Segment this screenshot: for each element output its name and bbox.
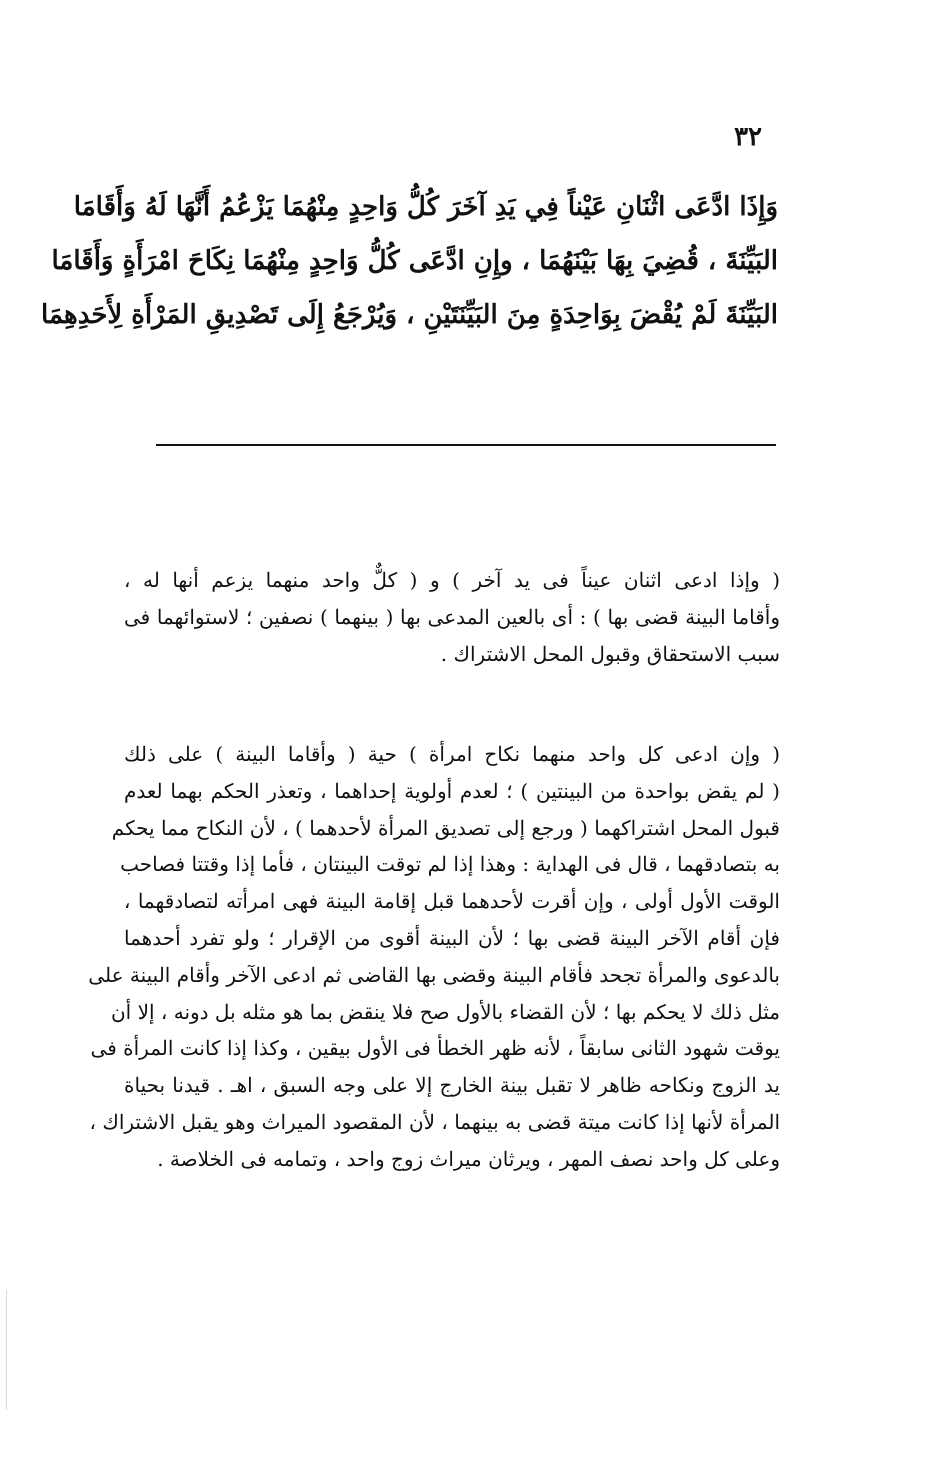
commentary-line: سبب الاستحقاق وقبول المحل الاشتراك .: [440, 641, 780, 666]
section-divider: [156, 444, 776, 446]
scan-margin-mark: [6, 1290, 7, 1410]
commentary-line: قبول المحل اشتراكهما ( ورجع إلى تصديق المرأة لأحدهما ) ، لأن النكاح مما يحكم: [111, 815, 780, 840]
commentary-line: ( وإذا ادعى اثنان عيناً فى يد آخر ) و ( كلٌّ واحد منهما يزعم أنها له ،: [124, 568, 781, 592]
commentary-line: المرأة لأنها إذا كانت ميتة قضى به بينهما ، لأن المقصود الميراث وهو يقبل الاشتراك ،: [89, 1109, 780, 1134]
commentary-paragraph-2: [88, 736, 780, 1178]
commentary-line: بالدعوى والمرأة تجحد فأقام البينة وقضى بها القاضى ثم ادعى الآخر وأقام البينة على: [88, 962, 780, 987]
page-number: ٣٢: [734, 122, 762, 152]
commentary-line: وأقاما البينة قضى بها ) : أى بالعين المدعى بها ( بينهما ) نصفين ؛ لاستوائهما فى: [124, 604, 780, 629]
commentary-line: يوقت شهود الثانى سابقاً ، لأنه ظهر الخطأ فى الأول بيقين ، وكذا إذا كانت المرأة فى: [90, 1036, 780, 1061]
matn-line: البَيِّنَةَ لَمْ يُقْضَ بِوَاحِدَةٍ مِنَ البَيِّنَتَيْنِ ، وَيُرْجَعُ إِلَى تَصْدِيقِ المَرْأَةِ لِأَحَدِهِمَا: [41, 300, 778, 330]
commentary-line: وعلى كل واحد نصف المهر ، ويرثان ميراث زوج واحد ، وتمامه فى الخلاصة .: [157, 1146, 780, 1171]
commentary-line: مثل ذلك لا يحكم بها ؛ لأن القضاء بالأول صح فلا ينقض بما هو مثله بل دونه ، إلا أن: [110, 999, 780, 1024]
commentary-line: يد الزوج ونكاحه ظاهر لا تقبل بينة الخارج إلا على وجه السبق ، اهـ . قيدنا بحياة: [124, 1073, 780, 1098]
commentary-line: به بتصادقهما ، قال فى الهداية : وهذا إذا لم توقت البينتان ، فأما إذا وقتتا فصاحب: [120, 852, 780, 877]
commentary-line: الوقت الأول أولى ، وإن أقرت لأحدهما قبل إقامة البينة فهى امرأته لتصادقهما ،: [124, 889, 780, 914]
matn-line: البَيِّنَةَ ، قُضِيَ بِهَا بَيْنَهُمَا ، وإِنِ ادَّعَى كُلُّ وَاحِدٍ مِنْهُمَا نِكَاحَ امْرَأَةٍ وَأَقَامَا: [51, 246, 778, 276]
commentary-line: ( وإن ادعى كل واحد منهما نكاح امرأة ) حية ( وأقاما البينة ) على ذلك: [124, 742, 780, 766]
commentary-line: فإن أقام الآخر البينة قضى بها ؛ لأن البينة أقوى من الإقرار ؛ ولو تفرد أحدهما: [124, 925, 780, 950]
matn-line: وَإِذَا ادَّعَى اثْنَانِ عَيْناً فِي يَدِ آخَرَ كُلُّ وَاحِدٍ مِنْهُمَا يَزْعُمُ أَنَّهَا لَهُ وَأَقَامَا: [73, 192, 778, 222]
matn-text-block: [41, 180, 778, 342]
commentary-paragraph-1: [124, 562, 780, 672]
commentary-line: ( لم يقض بواحدة من البينتين ) ؛ لعدم أولوية إحداهما ، وتعذر الحكم بهما لعدم: [124, 778, 780, 803]
